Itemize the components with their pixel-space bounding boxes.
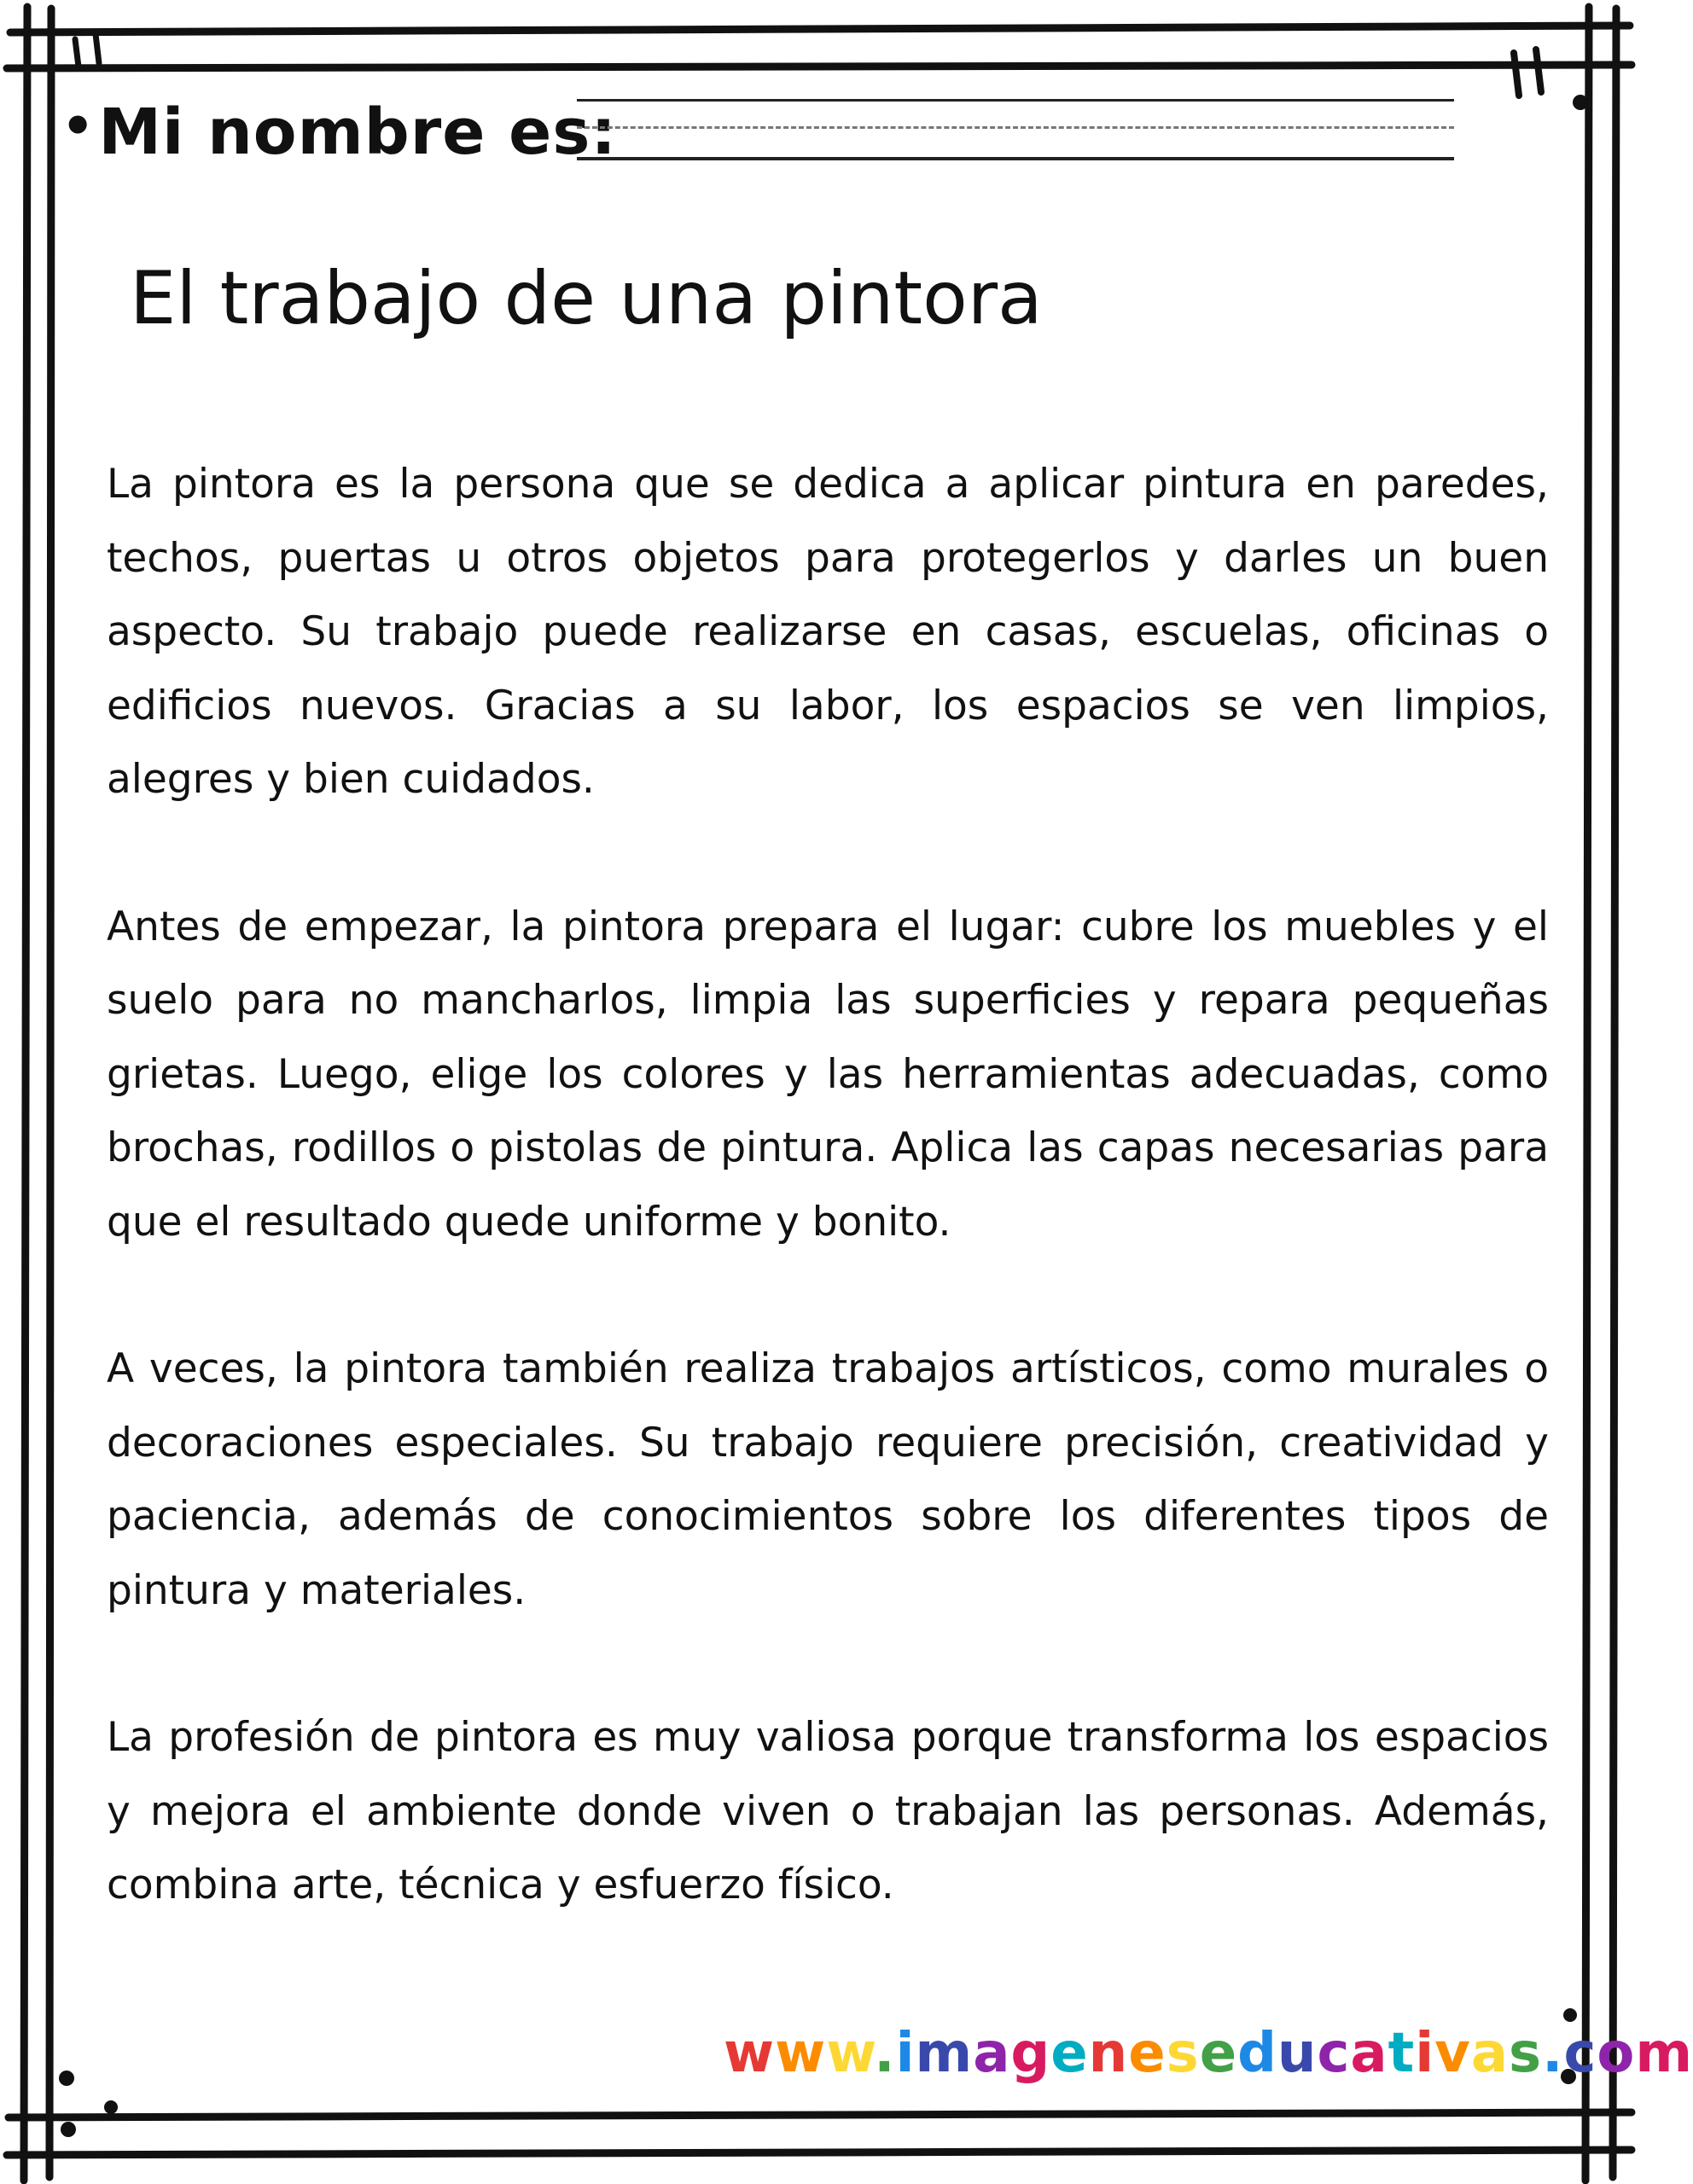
website-letter: m bbox=[915, 2022, 974, 2085]
writing-line-base bbox=[577, 157, 1454, 160]
writing-line-top bbox=[577, 99, 1454, 102]
paragraph-3: A veces, la pintora también realiza trabajos artísticos, como murales o decoraciones especiales. Su trabajo requiere precisión, creatividad y paciencia, además de conocimientos sobre los diferentes tipos de pintura y materiales. bbox=[107, 1345, 1549, 1614]
website-letter: w bbox=[775, 2022, 827, 2085]
bullet-dot-icon: • bbox=[61, 96, 96, 156]
website-letter: i bbox=[1415, 2022, 1435, 2085]
paragraph-1: La pintora es la persona que se dedica a aplicar pintura en paredes, techos, puertas u otros objetos para protegerlos y darles un buen aspecto. Su trabajo puede realizarse en casas, escuelas, oficinas o edificios nuevos. Gracias a su labor, los espacios se ven limpios, alegres y bien cuidados. bbox=[107, 461, 1549, 803]
website-letter: a bbox=[1350, 2022, 1388, 2085]
name-field-label bbox=[61, 96, 617, 169]
reading-passage bbox=[107, 448, 1549, 1996]
website-letter: w bbox=[724, 2022, 776, 2085]
website-letter: t bbox=[1388, 2022, 1416, 2085]
website-letter: a bbox=[1470, 2022, 1510, 2085]
website-letter: c bbox=[1563, 2022, 1597, 2085]
website-letter: o bbox=[1597, 2022, 1636, 2085]
website-letter: n bbox=[1088, 2022, 1129, 2085]
name-label-text: Mi nombre es: bbox=[98, 96, 617, 169]
website-letter: . bbox=[874, 2022, 896, 2085]
page-title: El trabajo de una pintora bbox=[130, 256, 1043, 341]
website-letter: g bbox=[1010, 2022, 1051, 2085]
website-letter: e bbox=[1128, 2022, 1166, 2085]
website-letter: e bbox=[1199, 2022, 1238, 2085]
website-letter: s bbox=[1166, 2022, 1200, 2085]
website-watermark bbox=[724, 2022, 1693, 2085]
website-letter: d bbox=[1237, 2022, 1277, 2085]
paragraph-4: La profesión de pintora es muy valiosa porque transforma los espacios y mejora el ambiente donde viven o trabajan las personas. Además, combina arte, técnica y esfuerzo físico. bbox=[107, 1714, 1549, 1908]
website-letter: v bbox=[1434, 2022, 1471, 2085]
website-letter: s bbox=[1509, 2022, 1543, 2085]
website-letter: w bbox=[826, 2022, 875, 2085]
website-letter: i bbox=[895, 2022, 916, 2085]
website-letter: m bbox=[1635, 2022, 1693, 2085]
website-letter: c bbox=[1317, 2022, 1351, 2085]
website-letter: e bbox=[1050, 2022, 1089, 2085]
website-letter: a bbox=[973, 2022, 1011, 2085]
writing-line-dashed bbox=[577, 126, 1454, 129]
website-letter: . bbox=[1542, 2022, 1564, 2085]
website-letter: u bbox=[1277, 2022, 1318, 2085]
name-writing-lines[interactable] bbox=[577, 96, 1454, 164]
paragraph-2: Antes de empezar, la pintora prepara el lugar: cubre los muebles y el suelo para no mancharlos, limpia las superficies y repara pequeñas grietas. Luego, elige los colores y las herramientas adecuadas, como brochas, rodillos o pistolas de pintura. Aplica las capas necesarias para que el resultado quede uniforme y bonito. bbox=[107, 903, 1549, 1246]
